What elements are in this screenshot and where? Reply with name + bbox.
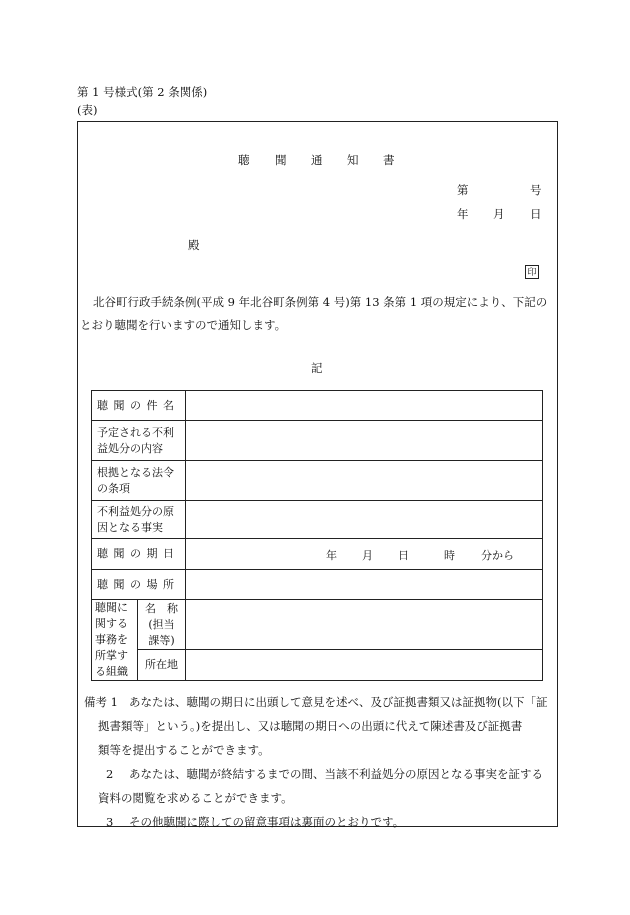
label-line: 聴聞に — [95, 601, 128, 614]
title-char: 知 — [347, 153, 359, 167]
remarks-heading: 備考 1 — [84, 695, 118, 709]
remark-2-line-2: 資料の閲覧を求めることができます。 — [98, 791, 293, 805]
label-line: 課等) — [148, 633, 175, 647]
label-line: の条項 — [97, 481, 130, 495]
date-month: 月 — [493, 207, 505, 221]
date-day: 日 — [530, 207, 542, 221]
label-line: 不利益処分の原 — [97, 504, 174, 518]
hearing-details-table — [91, 390, 543, 681]
remark-2-line-1: あなたは、聴聞が終結するまでの間、当該不利益処分の原因となる事実を証する — [129, 767, 543, 781]
table-row — [92, 461, 543, 501]
organization-address-value[interactable] — [186, 650, 543, 681]
table-row — [92, 501, 543, 539]
table-row — [92, 539, 543, 570]
label-line: (担当 — [148, 617, 175, 631]
row-label-disposition-content — [92, 421, 186, 461]
notice-body-line-2: とおり聴聞を行いますので通知します。 — [80, 318, 287, 332]
remark-3-number: 3 — [106, 815, 114, 829]
sublabel-address: 所在地 — [137, 650, 185, 681]
title-char: 聴 — [238, 153, 250, 167]
hearing-subject-value[interactable] — [186, 391, 543, 421]
row-label-text: 聴 聞 の 期 日 — [97, 547, 175, 560]
organization-name-value[interactable] — [186, 600, 543, 650]
document-number-suffix: 号 — [530, 183, 542, 197]
label-line: 因となる事実 — [97, 520, 163, 534]
row-label-text: 聴 聞 の 件 名 — [97, 398, 175, 412]
row-label-organization — [92, 600, 138, 681]
time-minute-unit: 分から — [481, 549, 514, 562]
title-char: 書 — [383, 153, 395, 167]
label-line: 予定される不利 — [97, 425, 174, 439]
remark-1-line-2: 拠書類等」という。)を提出し、又は聴聞の期日への出頭に代えて陳述書及び証拠書 — [98, 719, 523, 733]
row-label-hearing-place — [92, 570, 186, 600]
addressee-honorific: 殿 — [188, 238, 200, 252]
title-char: 聞 — [275, 153, 287, 167]
label-line: 所掌す — [95, 649, 128, 662]
row-label-text: 聴 聞 の 場 所 — [97, 577, 175, 591]
remark-3-line-1: その他聴聞に際しての留意事項は裏面のとおりです。 — [129, 815, 405, 829]
table-row — [92, 391, 543, 421]
row-label-hearing-subject — [92, 391, 186, 421]
hearing-date-value[interactable] — [186, 539, 543, 570]
label-line: 事務を — [95, 633, 128, 646]
remark-1-line-1: あなたは、聴聞の期日に出頭して意見を述べ、及び証拠書類又は証拠物(以下「証 — [129, 695, 548, 709]
seal-mark: 印 — [525, 265, 539, 279]
date-year-unit: 年 — [326, 549, 337, 562]
disposition-content-value[interactable] — [186, 421, 543, 461]
form-number: 第 1 号様式(第 2 条関係) — [77, 85, 208, 99]
title-char: 通 — [311, 153, 323, 167]
table-row — [92, 600, 543, 650]
notice-body-line-1: 北谷町行政手続条例(平成 9 年北谷町条例第 4 号)第 13 条第 1 項の規定により、下記の — [93, 295, 548, 309]
date-day-unit: 日 — [398, 549, 409, 562]
row-label-hearing-date — [92, 539, 186, 570]
label-line: る組織 — [95, 665, 128, 678]
table-row — [92, 421, 543, 461]
label-line: 関する — [95, 617, 128, 630]
cause-facts-value[interactable] — [186, 501, 543, 539]
table-row — [92, 570, 543, 600]
row-label-cause-facts — [92, 501, 186, 539]
label-line: 根拠となる法令 — [97, 465, 174, 479]
hearing-place-value[interactable] — [186, 570, 543, 600]
table-row — [92, 650, 543, 681]
form-side-label: (表) — [77, 103, 98, 117]
time-hour-unit: 時 — [444, 549, 455, 562]
remark-1-line-3: 類等を提出することができます。 — [98, 743, 270, 757]
document-number-prefix: 第 — [457, 183, 469, 197]
date-month-unit: 月 — [362, 549, 373, 562]
label-line: 益処分の内容 — [97, 441, 163, 455]
remark-2-number: 2 — [106, 767, 114, 781]
sublabel-name — [137, 600, 185, 650]
date-year: 年 — [457, 207, 469, 221]
ki-heading: 記 — [311, 361, 323, 375]
label-line: 名 称 — [144, 601, 178, 615]
row-label-legal-basis — [92, 461, 186, 501]
legal-basis-value[interactable] — [186, 461, 543, 501]
